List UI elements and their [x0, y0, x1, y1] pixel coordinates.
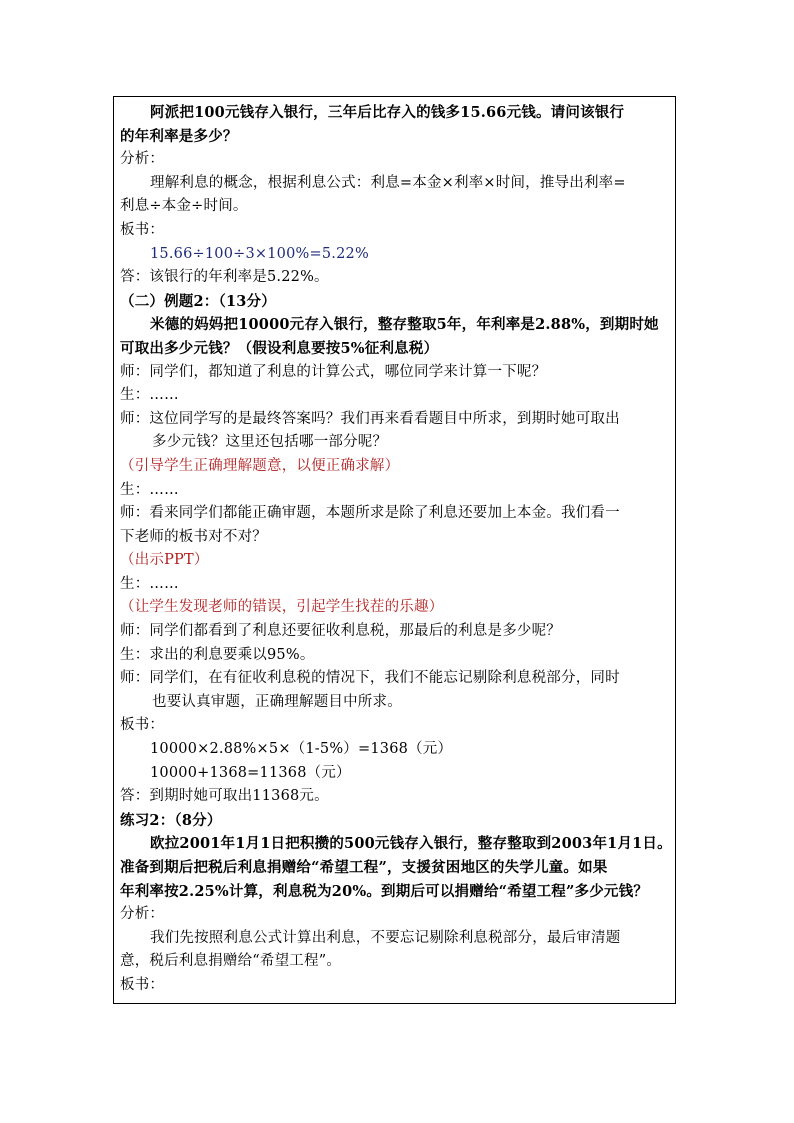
text-line: 的年利率是多少？ [120, 127, 238, 145]
text-line: 答：到期时她可取出11368元。 [120, 788, 329, 805]
text-line: 年利率按2.25%计算，利息税为20%。到期后可以捐赠给“希望工程”多少元钱？ [120, 882, 649, 900]
text-line: 生：…… [120, 387, 179, 404]
text-line: 生：…… [120, 575, 179, 592]
text-line: 答：该银行的年利率是5.22%。 [120, 269, 329, 286]
text-line: 板书： [120, 717, 165, 734]
text-line: 阿派把100元钱存入银行，三年后比存入的钱多15.66元钱。请问该银行 [150, 104, 625, 121]
text-line: 生：…… [120, 481, 179, 498]
lesson-content [120, 101, 671, 998]
text-line: 意，税后利息捐赠给“希望工程”。 [120, 953, 342, 970]
text-line: 15.66÷100÷3×100%=5.22% [150, 245, 369, 262]
text-line: 师：同学们都看到了利息还要征收利息税，那最后的利息是多少呢？ [120, 623, 561, 640]
text-line: 分析： [120, 906, 165, 923]
text-line: 下老师的板书对不对？ [120, 528, 267, 545]
text-line: 板书： [120, 221, 165, 238]
text-line: 利息÷本金÷时间。 [120, 198, 248, 215]
text-line: 师：这位同学写的是最终答案吗？我们再来看看题目中所求，到期时她可取出 [120, 410, 620, 427]
text-line: 准备到期后把税后利息捐赠给“希望工程”，支援贫困地区的失学儿童。如果 [120, 859, 608, 876]
text-line: 理解利息的概念，根据利息公式：利息=本金×利率×时间，推导出利率= [150, 174, 626, 191]
text-line: 10000+1368=11368（元） [150, 764, 351, 781]
text-line: 师：同学们，在有征收利息税的情况下，我们不能忘记剔除利息税部分，同时 [120, 670, 620, 687]
text-line: 练习2：（8分） [120, 811, 222, 829]
text-line: 米德的妈妈把10000元存入银行，整存整取5年，年利率是2.88%，到期时她 [150, 316, 659, 334]
text-line: 多少元钱？这里还包括哪一部分呢？ [152, 434, 388, 451]
text-line: 欧拉2001年1月1日把积攒的500元钱存入银行，整存整取到2003年1月1日。 [150, 835, 672, 853]
text-line: （二）例题2：（13分） [120, 292, 276, 310]
text-line: 可取出多少元钱？（假设利息要按5%征利息税） [120, 339, 439, 357]
text-line: 10000×2.88%×5×（1-5%）=1368（元） [150, 741, 453, 758]
text-line: 师：看来同学们都能正确审题，本题所求是除了利息还要加上本金。我们看一 [120, 505, 620, 522]
text-line: 生：求出的利息要乘以95%。 [120, 646, 315, 663]
text-line: （引导学生正确理解题意，以便正确求解） [120, 457, 400, 474]
text-line: 分析： [120, 151, 165, 168]
text-line: 我们先按照利息公式计算出利息，不要忘记剔除利息税部分，最后审清题 [150, 929, 621, 946]
text-line: （让学生发现老师的错误，引起学生找茬的乐趣） [120, 599, 444, 616]
document-table-cell [113, 96, 676, 1004]
text-line: 也要认真审题，正确理解题目中所求。 [152, 693, 402, 710]
text-line: 板书： [120, 976, 165, 993]
text-line: 师：同学们，都知道了利息的计算公式，哪位同学来计算一下呢？ [120, 363, 547, 380]
text-line: （出示PPT） [120, 552, 209, 569]
